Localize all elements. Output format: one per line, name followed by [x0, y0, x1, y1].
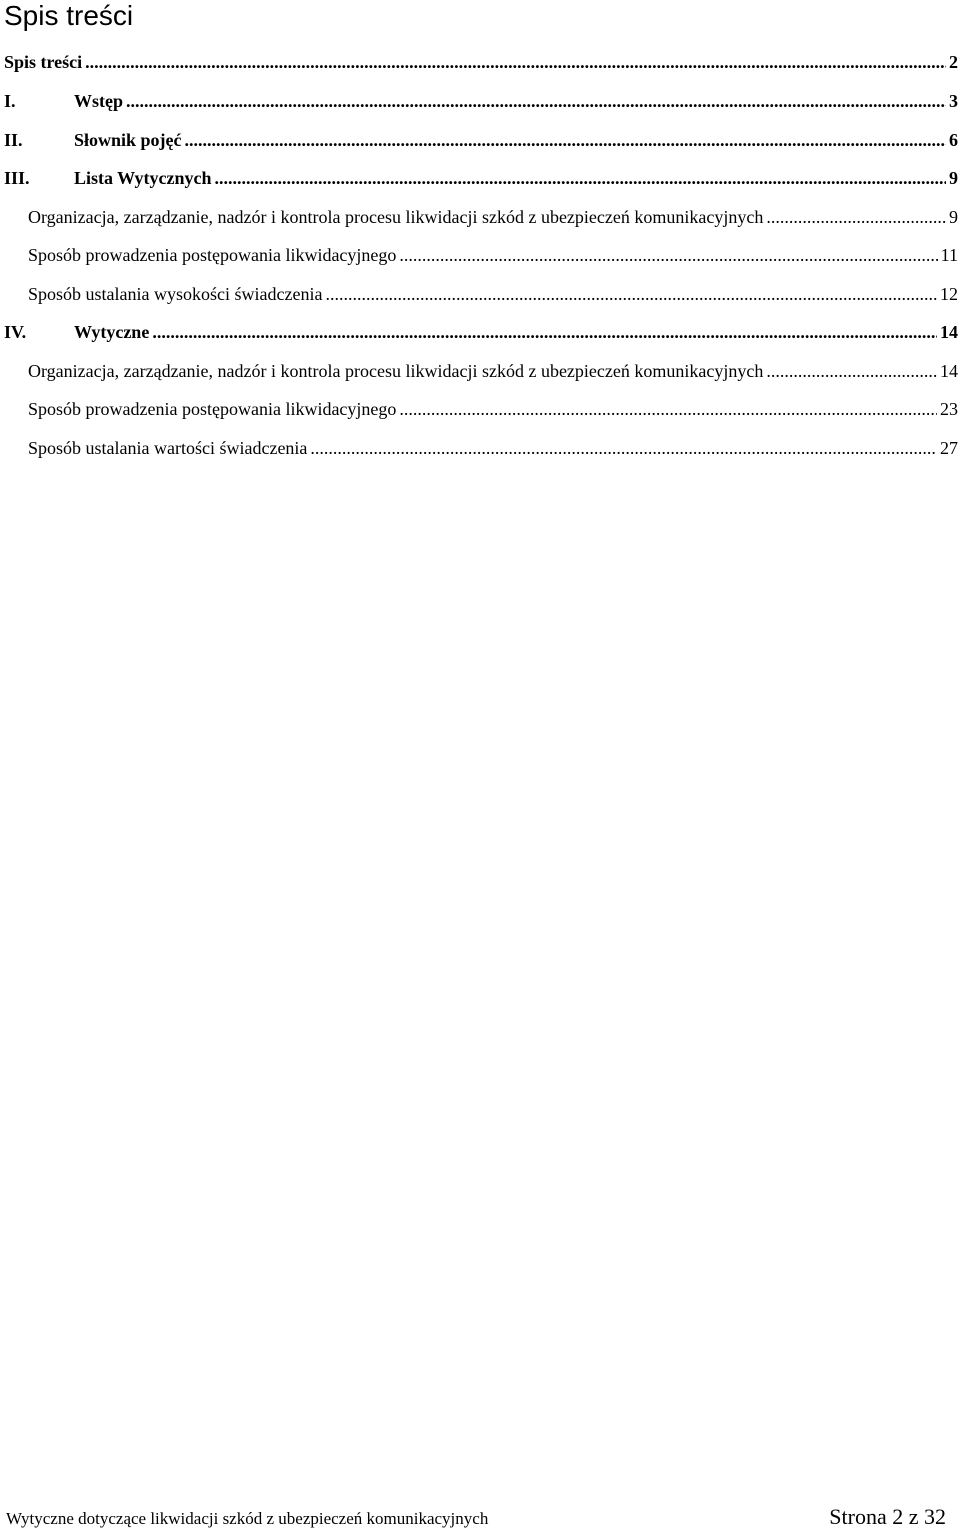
toc-entry-title: Wytyczne — [74, 322, 150, 342]
toc-leader-dots — [766, 359, 937, 383]
page-heading: Spis treści — [4, 0, 134, 31]
toc-leader-dots — [766, 205, 946, 229]
toc-leader-dots — [310, 436, 937, 460]
toc-entry-sposob-prowadzenia-2[interactable] — [28, 397, 958, 421]
toc-leader-dots — [85, 50, 946, 74]
toc-entry-sposob-ustalania-wartosci[interactable] — [28, 436, 958, 460]
toc-entry-number: II. — [4, 130, 23, 150]
toc-leader-dots — [399, 243, 937, 267]
toc-entry-number: III. — [4, 168, 30, 188]
toc-entry-page: 3 — [949, 91, 958, 111]
toc-entry-title: Sposób ustalania wysokości świadczenia — [28, 284, 323, 304]
toc-entry-title: Sposób prowadzenia postępowania likwidacyjnego — [28, 399, 397, 419]
toc-entry-organizacja-2[interactable] — [28, 359, 958, 383]
toc-entry-title: Słownik pojęć — [74, 130, 182, 150]
toc-entry-slownik-pojec[interactable] — [4, 128, 958, 152]
toc-entry-title: Organizacja, zarządzanie, nadzór i kontrola procesu likwidacji szkód z ubezpieczeń komunikacyjnych — [28, 361, 764, 381]
toc-entry-wstep[interactable] — [4, 89, 958, 113]
toc-entry-title: Lista Wytycznych — [74, 168, 212, 188]
toc-entry-spis-tresci[interactable] — [4, 50, 958, 74]
toc-entry-sposob-prowadzenia-1[interactable] — [28, 243, 958, 267]
toc-entry-page: 12 — [940, 284, 958, 304]
toc-leader-dots — [215, 166, 947, 190]
toc-entry-page: 14 — [940, 322, 958, 342]
toc-leader-dots — [185, 128, 946, 152]
toc-entry-page: 6 — [949, 130, 958, 150]
toc-entry-page: 27 — [940, 438, 958, 458]
toc-leader-dots — [399, 397, 937, 421]
toc-entry-title: Sposób ustalania wartości świadczenia — [28, 438, 308, 458]
toc-leader-dots — [126, 89, 946, 113]
toc-entry-title: Spis treści — [4, 52, 83, 72]
toc-entry-page: 11 — [940, 245, 958, 265]
toc-entry-page: 2 — [949, 52, 958, 72]
toc-entry-page: 23 — [940, 399, 958, 419]
toc-entry-page: 9 — [949, 168, 958, 188]
toc-entry-title: Organizacja, zarządzanie, nadzór i kontrola procesu likwidacji szkód z ubezpieczeń komunikacyjnych — [28, 207, 764, 227]
footer-document-title: Wytyczne dotyczące likwidacji szkód z ubezpieczeń komunikacyjnych — [6, 1509, 489, 1528]
page-footer — [6, 1502, 946, 1532]
toc-entry-wytyczne[interactable] — [4, 320, 958, 344]
toc-entry-lista-wytycznych[interactable] — [4, 166, 958, 190]
toc-leader-dots — [152, 320, 937, 344]
toc-entry-title: Wstęp — [74, 91, 123, 111]
toc-entry-number: IV. — [4, 322, 27, 342]
toc-entry-page: 9 — [949, 207, 958, 227]
toc-entry-page: 14 — [940, 361, 958, 381]
footer-page-number: Strona 2 z 32 — [829, 1504, 946, 1529]
toc-entry-sposob-ustalania-wysokosci[interactable] — [28, 282, 958, 306]
toc-leader-dots — [325, 282, 937, 306]
toc-entry-title: Sposób prowadzenia postępowania likwidacyjnego — [28, 245, 397, 265]
toc-entry-number: I. — [4, 91, 16, 111]
toc-entry-organizacja-1[interactable] — [28, 205, 958, 229]
